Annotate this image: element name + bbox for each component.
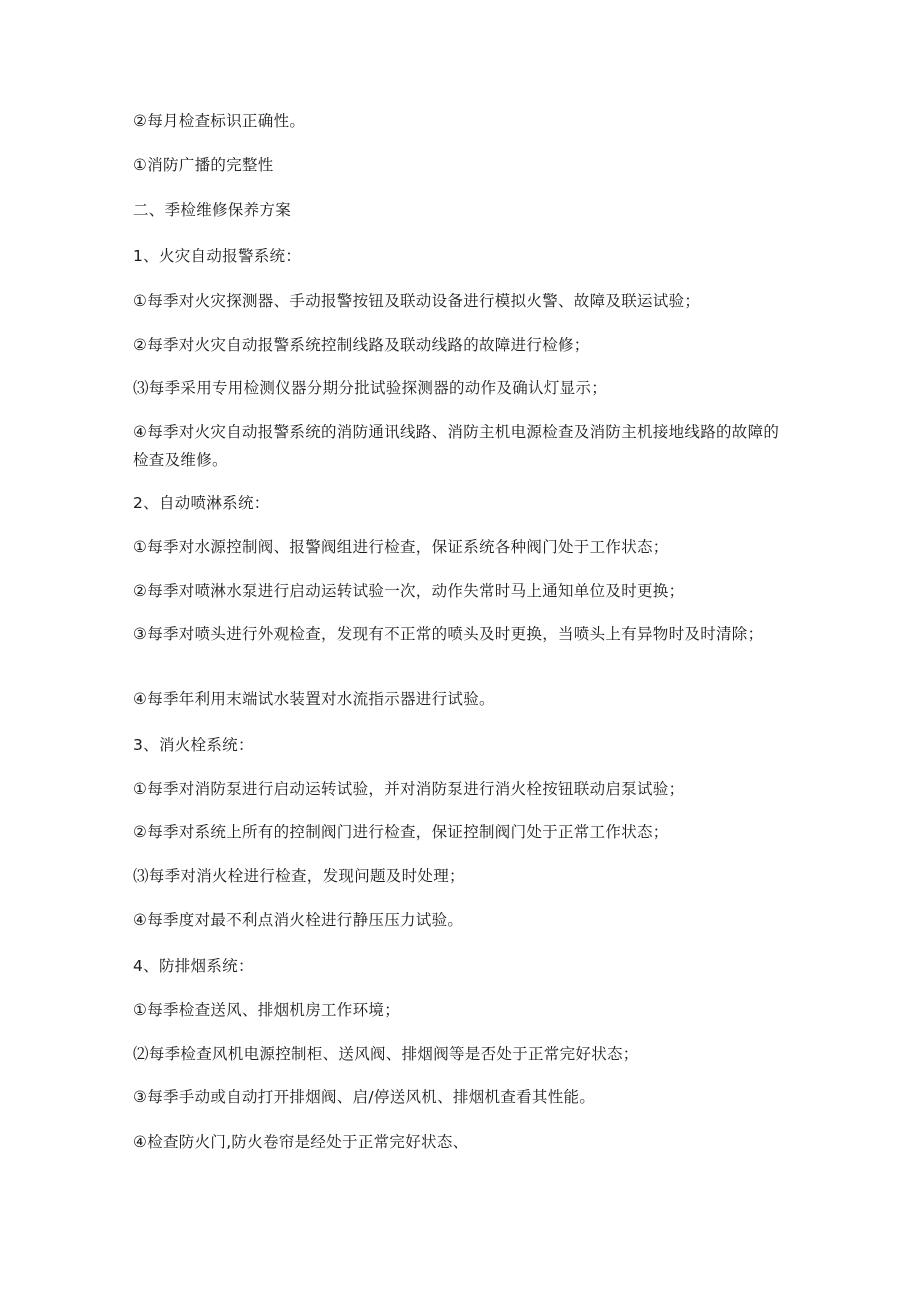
subsection-heading-fire-alarm: 1、火灾自动报警系统： <box>133 247 302 265</box>
section-heading-quarterly-plan: 二、季检维修保养方案 <box>133 201 292 219</box>
paragraph-hydrant-item-1: ①每季对消防泵进行启动运转试验，并对消防泵进行消火栓按钮联动启泵试验； <box>133 780 685 798</box>
paragraph-smoke-item-3: ③每季手动或自动打开排烟阀、启/停送风机、排烟机查看其性能。 <box>133 1088 596 1106</box>
paragraph-fire-alarm-item-3: ⑶每季采用专用检测仪器分期分批试验探测器的动作及确认灯显示； <box>133 379 608 397</box>
paragraph-sprinkler-item-4: ④每季年利用末端试水装置对水流指示器进行试验。 <box>133 690 495 708</box>
paragraph-fire-alarm-item-2: ②每季对火灾自动报警系统控制线路及联动线路的故障进行检修； <box>133 336 590 354</box>
subsection-heading-sprinkler: 2、自动喷淋系统： <box>133 494 270 512</box>
paragraph-smoke-item-1: ①每季检查送风、排烟机房工作环境； <box>133 1001 400 1019</box>
paragraph-sprinkler-item-2: ②每季对喷淋水泵进行启动运转试验一次，动作失常时马上通知单位及时更换； <box>133 582 685 600</box>
paragraph-broadcast-integrity: ①消防广播的完整性 <box>133 156 274 174</box>
subsection-heading-smoke-control: 4、防排烟系统： <box>133 957 254 975</box>
paragraph-sprinkler-item-1: ①每季对水源控制阀、报警阀组进行检查，保证系统各种阀门处于工作状态； <box>133 538 669 556</box>
paragraph-sprinkler-item-3: ③每季对喷头进行外观检查，发现有不正常的喷头及时更换，当喷头上有异物时及时清除； <box>133 625 764 643</box>
paragraph-hydrant-item-3: ⑶每季对消火栓进行检查，发现问题及时处理； <box>133 867 465 885</box>
paragraph-monthly-sign-check: ②每月检查标识正确性。 <box>133 112 306 130</box>
paragraph-fire-alarm-item-1: ①每季对火灾探测器、手动报警按钮及联动设备进行模拟火警、故障及联运试验； <box>133 292 701 310</box>
paragraph-hydrant-item-2: ②每季对系统上所有的控制阀门进行检查，保证控制阀门处于正常工作状态； <box>133 823 669 841</box>
subsection-heading-hydrant: 3、消火栓系统： <box>133 736 254 754</box>
paragraph-fire-alarm-item-4: ④每季对火灾自动报警系统的消防通讯线路、消防主机电源检查及消防主机接地线路的故障的检查及维修。 <box>133 423 780 469</box>
paragraph-smoke-item-4: ④检查防火门,防火卷帘是经处于正常完好状态、 <box>133 1133 469 1151</box>
paragraph-hydrant-item-4: ④每季度对最不利点消火栓进行静压压力试验。 <box>133 911 464 929</box>
paragraph-smoke-item-2: ⑵每季检查风机电源控制柜、送风阀、排烟阀等是否处于正常完好状态； <box>133 1045 639 1063</box>
